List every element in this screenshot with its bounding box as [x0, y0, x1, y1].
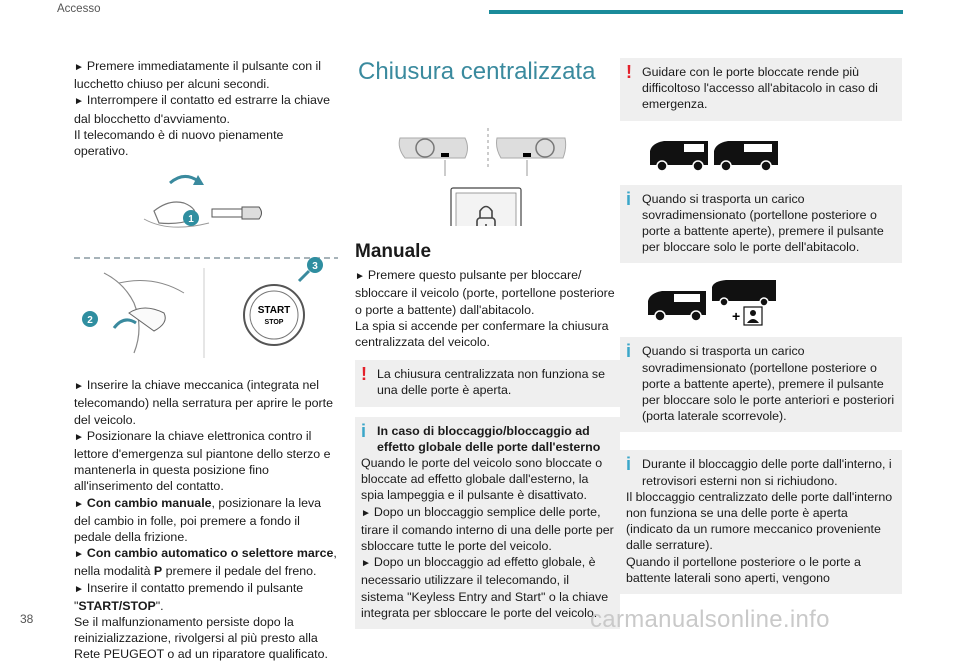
step-text: ► Posizionare la chiave elettronica contro il lettore d'emergenza sul piantone dello sterzo e mantenerla in questa posizione fino all'inserimento del contatto.	[74, 428, 331, 494]
stop-label: STOP	[264, 319, 284, 327]
callout-3: 3	[312, 261, 318, 273]
info-icon: i	[626, 341, 632, 362]
subsection-title: Manuale	[355, 241, 432, 262]
key-illustration	[74, 163, 338, 363]
step-text: ► Inserire il contatto premendo il pulsante "START/STOP".	[74, 580, 304, 613]
watermark: carmanualsonline.info	[590, 606, 830, 633]
svg-text:+: +	[732, 308, 741, 325]
section-header: Accesso	[57, 3, 101, 15]
info-box: i In caso di bloccaggio/bloccaggio ad effetto globale delle porte dall'esterno Quando le porte del veicolo sono bloccate o bloccate ad effetto globale dall'esterno, la spia lampeggia e il pulsante è disattivato. ► Dopo un bloccaggio semplice delle porte, tirare il comando interno di una delle porte per sbloccare tutte le porte del veicolo. ► Dopo un bloccaggio ad effetto globale, è necessario utilizzare il telecomando, il sistema "Keyless Entry and Start" o la chiave integrata per sbloccare le porte del veicolo.	[355, 417, 620, 629]
column-1	[74, 58, 338, 663]
van-icons-2	[644, 279, 814, 327]
column-2	[355, 58, 620, 639]
info-icon: i	[626, 454, 632, 475]
header-bar	[489, 10, 903, 14]
callout-1: 1	[188, 214, 194, 226]
info-icon: i	[626, 188, 632, 209]
step-text: ► Dopo un bloccaggio semplice delle porte, tirare il comando interno di una delle porte per sbloccare tutte le porte del veicolo.	[361, 504, 614, 554]
step-text: ► Premere immediatamente il pulsante con il lucchetto chiuso per alcuni secondi.	[74, 59, 322, 92]
warning-box: ! La chiusura centralizzata non funziona se una delle porte è aperta.	[355, 360, 620, 406]
step-text: ► Con cambio automatico o selettore marce, nella modalità P premere il pedale del freno.	[74, 546, 337, 579]
start-label: START	[257, 305, 291, 317]
page-number: 38	[20, 612, 34, 626]
step-text: ► Inserire la chiave meccanica (integrata nel telecomando) nella serratura per aprire le porte del veicolo.	[74, 378, 333, 427]
body-text: La spia si accende per confermare la chiusura centralizzata del veicolo.	[355, 318, 609, 350]
step-text: ► Interrompere il contatto ed estrarre la chiave dal blocchetto d'avviamento.	[74, 93, 331, 126]
info-box: i Durante il bloccaggio delle porte dall'interno, i retrovisori esterni non si richiudono. Il bloccaggio centralizzato delle porte dall'interno non funziona se una delle porte è aperta (indicato da un rumore meccanico proveniente dalle serrature). Quando il portellone posteriore o le porte a battente laterali sono aperti, vengono	[620, 450, 902, 594]
info-box: i Quando si trasporta un carico sovradimensionato (portellone posteriore o porte a battente aperte), premere il pulsante per bloccare solo le porte dell'abitacolo.	[620, 185, 902, 264]
column-3	[620, 58, 902, 604]
step-text: ► Con cambio manuale, posizionare la leva del cambio in folle, poi premere a fondo il pedale della frizione.	[74, 495, 322, 545]
body-text: Il telecomando è di nuovo pienamente operativo.	[74, 127, 284, 159]
callout-2: 2	[87, 315, 93, 327]
dashboard-illustration	[355, 98, 620, 226]
step-text: ► Premere questo pulsante per bloccare/ sbloccare il veicolo (porte, portellone posteriore o porte a battente) dall'abitacolo.	[355, 268, 615, 317]
warning-icon: !	[361, 364, 367, 385]
van-icons-1	[646, 135, 806, 175]
section-title: Chiusura centralizzata	[358, 58, 596, 85]
step-text: ► Dopo un bloccaggio ad effetto globale, è necessario utilizzare il telecomando, il sistema "Keyless Entry and Start" o la chiave integrata per sbloccare le porte del veicolo.	[361, 555, 609, 620]
warning-box: ! Guidare con le porte bloccate rende più difficoltoso l'accesso all'abitacolo in caso di emergenza.	[620, 58, 902, 121]
body-text: Se il malfunzionamento persiste dopo la reinizializzazione, rivolgersi al più presto alla Rete PEUGEOT o ad un riparatore qualificato.	[74, 615, 328, 662]
info-icon: i	[361, 420, 367, 441]
info-box: i Quando si trasporta un carico sovradimensionato (portellone posteriore o porte a battente aperte), premere il pulsante per bloccare solo le porte anteriori e posteriori (porta laterale scorrevole).	[620, 337, 902, 432]
warning-icon: !	[626, 62, 632, 82]
